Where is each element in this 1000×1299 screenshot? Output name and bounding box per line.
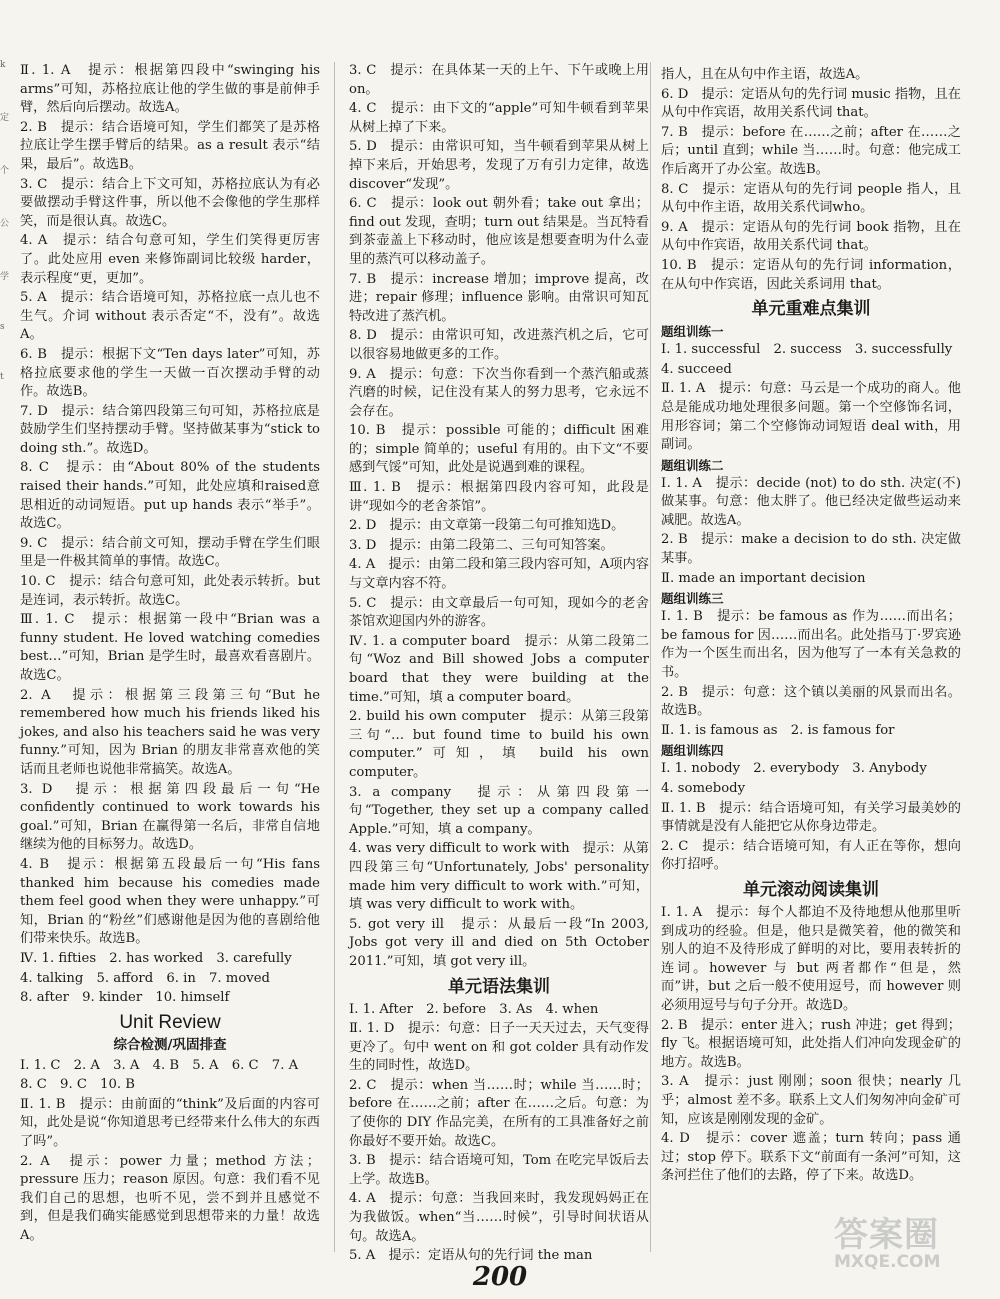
answer-item: Ⅰ. 1. After 2. before 3. As 4. when [349,1001,599,1017]
answer-item: 7. B 提示：increase 增加；improve 提高，改进；repair 修理；influence 影响。由常识可知瓦特改进了蒸汽机。 [349,271,649,324]
answer-item: 8. C 9. C 10. B [20,1077,135,1093]
answer-item: 2. B 提示：make a decision to do sth. 决定做某事。 [661,532,961,567]
answer-item: 7. D 提示：结合第四段第三句可知，苏格拉底是鼓励学生们坚持摆动手臂。坚持做某事为“stick to doing sth.”。故选D。 [20,403,320,456]
exercise-group-title: 题组训练一 [661,324,724,340]
answer-item: 指人，且在从句中作主语，故选A。 [661,67,869,82]
answer-item: 8. after 9. kinder 10. himself [20,990,230,1006]
answer-column-right [661,66,961,1187]
answer-item: 4. C 提示：由下文的“apple”可知牛顿看到苹果从树上掉了下来。 [349,101,649,135]
left-margin-marks [0,60,14,1240]
answer-item: 2. build his own computer 提示：从第三段第三句“… but found time to build his own computer.”可知，填 build his own computer。 [349,709,649,780]
section-heading: 单元重难点集训 [751,299,871,320]
answer-item: 9. A 提示：定语从句的先行词 book 指物，且在从句中作宾语，故用关系代词 that。 [661,219,961,254]
answer-item: Ⅰ. 1. C 2. A 3. A 4. B 5. A 6. C 7. A [20,1057,299,1073]
margin-mark: t [0,372,4,382]
section-heading: 单元语法集训 [448,976,550,997]
answer-item: 5. C 提示：由文章最后一句可知，现如今的老舍茶馆欢迎国内外的游客。 [349,595,649,630]
margin-mark: 个 [0,166,10,176]
answer-item: 7. B 提示：before 在……之前；after 在……之后；until 直到；while 当……时。句意：他完成工作后离开了办公室。故选B。 [661,124,961,177]
answer-item: Ⅰ. 1. A 提示：decide (not) to do sth. 决定(不)做某事。句意：他太胖了。他已经决定做些运动来减肥。故选A。 [661,475,961,528]
page-number: 200 [472,1262,528,1292]
margin-mark: 公 [0,219,10,229]
answer-item: Ⅱ. 1. B 提示：由前面的“think”及后面的内容可知，此处是说“你知道思考已经带来什么伟大的东西了吗”。 [20,1096,320,1150]
margin-mark: s [0,322,5,332]
answer-item: 3. D 提示：根据第四段最后一句“He confidently continued to work towards his goal.”可知，Brian 在赢得第一名后，非常自信地继续为他的目标努力。故选D。 [20,781,320,853]
answer-item: 4. talking 5. afford 6. in 7. moved [20,970,270,986]
exercise-group-title: 题组训练三 [661,591,724,607]
answer-item: 4. succeed [661,361,732,377]
answer-item: 2. C 提示：结合语境可知，有人正在等你，想向你打招呼。 [661,838,961,873]
answer-item: 3. D 提示：由第二段第二、三句可知答案。 [349,537,614,553]
answer-item: Ⅱ. 1. B 提示：结合语境可知，有关学习最美妙的事情就是没有人能把它从你身边带走。 [661,800,961,835]
margin-mark: 定 [0,113,10,123]
watermark-url: MXQE.COM [834,1252,941,1272]
answer-item: 6. D 提示：定语从句的先行词 music 指物，且在从句中作宾语，故用关系代词 that。 [661,86,961,121]
answer-item: Ⅰ. 1. B 提示：be famous as 作为……而出名；be famous for 因……而出名。此处指马丁·罗宾逊作为一个医生而出名，因为他写了一本有关急救的书。 [661,609,961,681]
column-divider [334,62,335,1252]
answer-item: 8. C 提示：定语从句的先行词 people 指人，且从句中作主语，故用关系代词who。 [661,181,961,216]
answer-item: Ⅰ. 1. nobody 2. everybody 3. Anybody [661,761,927,777]
answer-item: Ⅳ. 1. fifties 2. has worked 3. carefully [20,950,292,966]
answer-item: 4. B 提示：根据第五段最后一句“His fans thanked him because his comedies made them feel good when they were unhappy.”可知，Brian 的“粉丝”们感谢他是因为他的喜剧给他们带来快乐。故选B。 [20,856,320,947]
answer-item: 2. B 提示：结合语境可知，学生们都笑了是苏格拉底让学生摆手臂后的结果。as a result 表示“结果，最后”。故选B。 [20,119,320,172]
answer-item: 5. A 提示：结合语境可知，苏格拉底一点儿也不生气。介词 without 表示否定“不，没有”。故选A。 [20,290,320,343]
answer-item: Ⅲ. 1. C 提示：根据第一段中“Brian was a funny student. He loved watching comedies best…”可知，Brian 是学生时，最喜欢看喜剧片。故选C。 [20,612,321,683]
answer-item: 4. D 提示：cover 遮盖；turn 转向；pass 通过；stop 停下。联系下文“前面有一条河”可知，这条河拦住了他们的去路，停了下来。故选D。 [661,1131,961,1184]
answer-item: 2. C 提示：when 当……时；while 当……时；before 在……之前；after 在……之后。句意：为了使你的 DIY 作品完美，在所有的工具准备好之前你最好不要开始。故选C。 [349,1077,649,1149]
answer-item: 9. A 提示：句意：下次当你看到一个蒸汽船或蒸汽磨的时候，记住没有某人的努力思考，它永远不会存在。 [349,366,649,419]
section-heading: 单元滚动阅读集训 [743,879,879,900]
unit-title: Unit Review [119,1011,221,1033]
answer-item: 4. was very difficult to work with 提示：从第四段第三句“Unfortunately, Jobs' personality made him very difficult to work with.”可知，填 was very difficult to work with。 [349,841,649,913]
answer-item: 6. B 提示：根据下文“Ten days later”可知，苏格拉底要求他的学生一天做一百次摆动手臂的动作。故选B。 [20,346,320,400]
answer-item: 2. B 提示：句意：这个镇以美丽的风景而出名。故选B。 [661,684,961,719]
answer-item: 9. C 提示：结合前文可知，摆动手臂在学生们眼里是一件极其简单的事情。故选C。 [20,535,320,570]
answer-item: 3. C 提示：结合上下文可知，苏格拉底认为有必要做摆动手臂这件事，所以他不会像他的学生那样笑，而是很认真。故选C。 [20,176,320,229]
watermark-text: 答案圈 [834,1215,939,1255]
answer-item: 10. B 提示：possible 可能的；difficult 困难的；simple 简单的；useful 有用的。由下文“不要感到气馁”可知，此处是说遇到难的课程。 [349,423,649,476]
answer-item: 5. got very ill 提示：从最后一段“In 2003, Jobs got very ill and died on 5th October 2011.”可知，填 got very ill。 [349,916,649,969]
answer-item: Ⅱ. 1. A 提示：句意：马云是一个成功的商人。他总是能成功地处理很多问题。第一个空修饰名词，用形容词；第二个空修饰动词短语 deal with，用副词。 [661,381,961,453]
watermark-logo [834,1207,982,1285]
answer-item: Ⅱ. made an important decision [661,570,866,586]
exercise-group-title: 题组训练四 [661,743,724,759]
answer-item: 3. a company 提示：从第四段第一句“Together, they set up a company called Apple.”可知，填 a company。 [349,784,649,837]
answer-item: 8. C 提示：由“About 80% of the students raised their hands.”可知，此处应填和raised意思相近的动词短语。put up hands 表示“举手”。故选C。 [20,460,320,532]
margin-mark: 学 [0,272,10,282]
answer-item: 2. B 提示：enter 进入；rush 冲进；get 得到；fly 飞。根据语境可知，此处指人们冲向发现金矿的地方。故选B。 [661,1017,961,1070]
answer-item: Ⅳ. 1. a computer board 提示：从第二段第二句“Woz and Bill showed Jobs a computer board that they were building at the time.”可知，填 a computer board。 [349,633,649,705]
answer-item: 2. A 提示：根据第三段第三句“But he remembered how much his friends liked his jokes, and also his teachers said he was very funny.”可知，因为 Brian 的朋友非常喜欢他的笑话而且老师也说他非常搞笑。故选A。 [20,687,320,777]
answer-column-middle [349,62,649,1267]
answer-item: 3. C 提示：在具体某一天的上午、下午或晚上用 on。 [349,63,649,97]
margin-mark: k [0,60,6,70]
answer-item: 4. A 提示：由第二段和第三段内容可知，A项内容与文章内容不符。 [349,557,649,592]
answer-item: Ⅱ. 1. is famous as 2. is famous for [661,722,895,738]
answer-item: 3. A 提示：just 刚刚；soon 很快；nearly 几乎；almost 差不多。联系上文人们匆匆冲向金矿可知，应该是刚刚发现的金矿。 [661,1074,961,1127]
answer-item: 4. A 提示：句意：当我回来时，我发现妈妈正在为我做饭。when“当……时候”，引导时间状语从句。故选A。 [349,1191,649,1244]
answer-item: 6. C 提示：look out 朝外看；take out 拿出；find out 发现，查明；turn out 结果是。当瓦特看到茶壶盖上下移动时，他应该是想要查明为什么壶里的蒸汽可以移动盖子。 [349,196,649,267]
answer-item: 2. D 提示：由文章第一段第二句可推知选D。 [349,518,625,534]
answer-item: 10. B 提示：定语从句的先行词 information，在从句中作宾语，因此关系词用 that。 [661,257,961,292]
answer-item: 10. C 提示：结合句意可知，此处表示转折。but 是连词，表示转折。故选C。 [20,574,320,608]
answer-item: Ⅰ. 1. successful 2. success 3. successfully [661,342,953,358]
section-subheading: 综合检测/巩固排查 [113,1036,227,1053]
answer-item: Ⅲ. 1. B 提示：根据第四段内容可知，此段是讲“现如今的老舍茶馆”。 [349,480,649,514]
column-divider [650,62,651,1252]
answer-item: 5. A 提示：定语从句的先行词 the man [349,1248,593,1264]
answer-item: Ⅱ. 1. D 提示：句意：日子一天天过去，天气变得更冷了。句中 went on 和 got colder 具有动作发生的同时性，故选D。 [349,1021,649,1074]
answer-item: 5. D 提示：由常识可知，当牛顿看到苹果从树上掉下来后，开始思考，发现了万有引力定律，故选 discover“发现”。 [349,139,649,192]
exercise-group-title: 题组训练二 [661,457,724,473]
answer-column-left [20,62,320,1247]
answer-item: 4. somebody [661,781,746,796]
answer-item: Ⅱ. 1. A 提示：根据第四段中“swinging his arms”可知，苏格拉底让他的学生做的事是前伸手臂，然后向后摆动。故选A。 [20,63,320,116]
answer-item: 8. D 提示：由常识可知，改进蒸汽机之后，它可以很容易地做更多的工作。 [349,328,649,362]
answer-item: 2. A 提示：power 力量；method 方法；pressure 压力；reason 原因。句意：我们看不见我们自己的思想，也听不见，尝不到并且感觉不到，但是我们确实能感觉到思想带来的力量！故选A。 [20,1153,320,1244]
answer-item: 3. B 提示：结合语境可知，Tom 在吃完早饭后去上学。故选B。 [349,1153,649,1187]
answer-item: 4. A 提示：结合句意可知，学生们笑得更厉害了。此处应用 even 来修饰副词比较级 harder，表示程度“更，更加”。 [20,233,320,286]
answer-item: Ⅰ. 1. A 提示：每个人都迫不及待地想从他那里听到成功的经验。但是，他只是微笑着，他的微笑和别人的迫不及待形成了鲜明的对比，要用表转折的连词。however 与 but 两者都作“但是，然而”讲，but 之后一般不使用逗号，而 however 则必须用逗号与句子分开。故选D。 [661,904,961,1013]
